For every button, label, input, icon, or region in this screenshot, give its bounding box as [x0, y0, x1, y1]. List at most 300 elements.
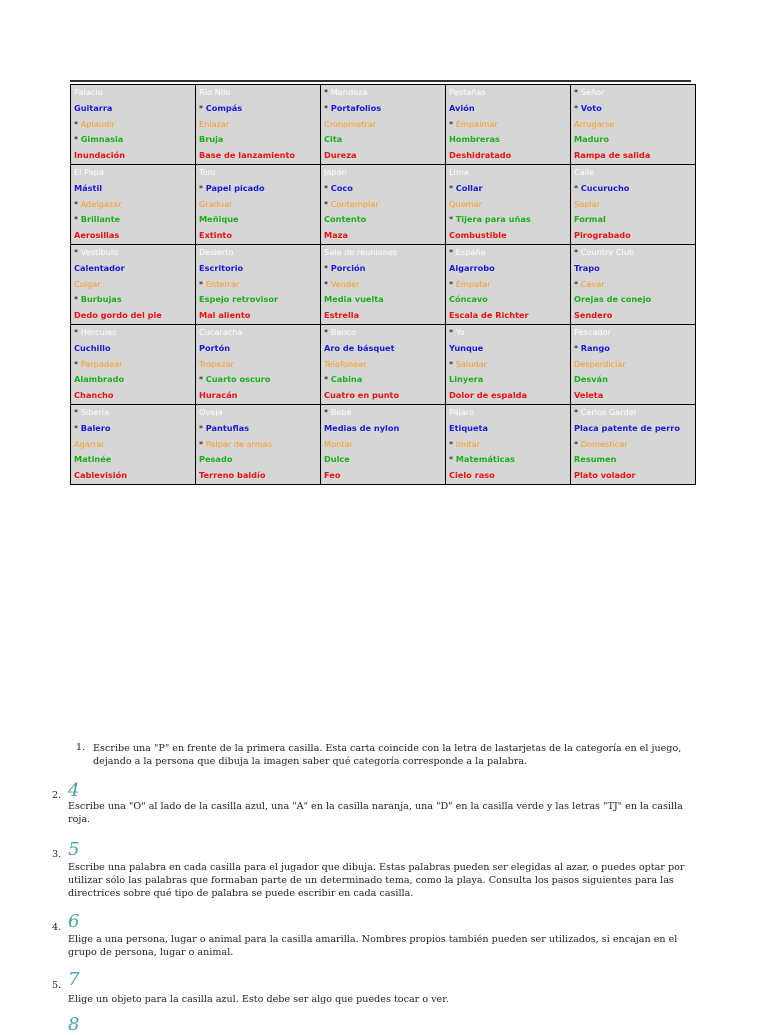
card-name: [196, 85, 320, 101]
card-name: [321, 165, 445, 181]
card-name: [71, 165, 195, 181]
card-word-text: Dolor de espalda: [449, 390, 528, 401]
card-blue-word: [321, 181, 445, 197]
card-green-word: [446, 372, 570, 388]
card-word-text: Orejas de conejo: [574, 294, 652, 305]
card-blue-word: [321, 341, 445, 357]
card-word-text: Oveja: [199, 407, 223, 417]
star-marker: *: [449, 438, 456, 449]
card-word-text: Desván: [574, 374, 608, 385]
card-word-text: Estrella: [324, 310, 360, 321]
card-red-word: [446, 228, 570, 244]
card-blue-word: [571, 341, 695, 357]
card-word-text: Balero: [80, 422, 111, 433]
card-cell: [71, 85, 196, 165]
grid-row: [71, 85, 696, 165]
card-word-text: Brillante: [80, 214, 121, 225]
card-cell: [71, 325, 196, 405]
grid-row: [71, 325, 696, 405]
card-word-text: Mal aliento: [199, 310, 251, 321]
card-blue-word: [446, 421, 570, 437]
card-word-text: Compás: [205, 102, 243, 113]
star-marker: *: [199, 422, 206, 433]
card-name: [446, 405, 570, 421]
card-red-word: [446, 148, 570, 164]
step-text: Escribe una "O" al lado de la casilla azul, una "A" en la casilla naranja, una "D" en la casilla verde y las letras "TJ" en la casilla roja.: [68, 801, 683, 825]
card-word-text: Burbujas: [80, 294, 122, 305]
card-name: [321, 405, 445, 421]
card-blue-word: [446, 181, 570, 197]
card-word-text: Formal: [574, 214, 606, 225]
card-green-word: [321, 212, 445, 228]
card-word-text: Veleta: [574, 390, 604, 401]
card-word-text: Linyera: [449, 374, 484, 385]
card-green-word: [571, 132, 695, 148]
card-green-word: [321, 372, 445, 388]
card-word-text: España: [455, 247, 486, 257]
star-marker: *: [74, 327, 81, 337]
card-word-text: Pescador: [574, 327, 612, 337]
card-red-word: [571, 308, 695, 324]
card-word-text: Bebé: [330, 407, 352, 417]
card-word-text: Hombreras: [449, 134, 500, 145]
star-marker: *: [449, 358, 456, 369]
card-word-text: Voto: [580, 102, 602, 113]
card-word-text: Domesticar: [580, 438, 628, 449]
star-marker: *: [74, 247, 81, 257]
card-word-text: Pantuflas: [205, 422, 250, 433]
card-orange-word: [196, 197, 320, 213]
star-marker: *: [74, 214, 81, 225]
card-word-text: Toro: [199, 167, 216, 177]
card-orange-word: [196, 277, 320, 293]
card-blue-word: [446, 261, 570, 277]
card-cell: [446, 165, 571, 245]
card-word-text: Dureza: [324, 150, 357, 161]
card-word-text: Tropezar: [199, 358, 234, 369]
card-name: [571, 165, 695, 181]
card-word-text: Enterrar: [205, 278, 240, 289]
card-word-text: Parpadear: [80, 358, 123, 369]
card-name: [571, 405, 695, 421]
card-orange-word: [71, 357, 195, 373]
card-word-text: Pesado: [199, 454, 233, 465]
star-marker: *: [324, 102, 331, 113]
card-orange-word: [196, 437, 320, 453]
card-cell: [196, 405, 321, 485]
card-red-word: [71, 228, 195, 244]
star-marker: *: [74, 134, 81, 145]
card-word-text: Imitar: [455, 438, 480, 449]
card-word-text: Palpar de armas: [205, 438, 273, 449]
card-cell: [571, 245, 696, 325]
card-green-word: [446, 212, 570, 228]
card-green-word: [196, 372, 320, 388]
card-word-text: Hércules: [80, 327, 117, 337]
card-word-text: Deshidratado: [449, 150, 512, 161]
star-marker: *: [199, 182, 206, 193]
card-word-text: Palacio: [74, 87, 103, 97]
card-word-text: Dulce: [324, 454, 350, 465]
card-blue-word: [71, 181, 195, 197]
card-green-word: [71, 452, 195, 468]
card-orange-word: [321, 437, 445, 453]
card-green-word: [446, 452, 570, 468]
card-word-text: Alambrado: [74, 374, 125, 385]
card-blue-word: [321, 101, 445, 117]
card-name: [196, 405, 320, 421]
card-word-text: Lima: [449, 167, 469, 177]
card-red-word: [196, 388, 320, 404]
card-word-text: Soplar: [574, 198, 601, 209]
card-blue-word: [446, 341, 570, 357]
step-big-number: 5: [68, 839, 80, 860]
card-word-text: Vender: [330, 278, 360, 289]
card-name: [446, 165, 570, 181]
card-orange-word: [71, 117, 195, 133]
card-name: [71, 245, 195, 261]
card-cell: [571, 325, 696, 405]
card-word-text: Agarrar: [74, 438, 105, 449]
card-orange-word: [321, 197, 445, 213]
card-blue-word: [571, 421, 695, 437]
card-cell: [71, 405, 196, 485]
step-big-number: 8: [68, 1014, 80, 1035]
step-big-number: 7: [68, 969, 80, 990]
card-word-text: Colgar: [74, 278, 101, 289]
card-word-text: Cablevisión: [74, 470, 128, 481]
card-green-word: [196, 292, 320, 308]
card-word-text: Empalmar: [455, 118, 498, 129]
card-word-text: Siberia: [80, 407, 110, 417]
star-marker: *: [74, 198, 81, 209]
card-green-word: [321, 452, 445, 468]
card-word-text: Empatar: [455, 278, 491, 289]
card-blue-word: [571, 261, 695, 277]
card-red-word: [196, 308, 320, 324]
step-text: Escribe una "P" en frente de la primera casilla. Esta carta coincide con la letra de lastarjetas de la categoría en el juego, dejando a la persona que dibuja la imagen saber qué categoría corresponde a la palabra.: [93, 743, 682, 767]
card-cell: [446, 405, 571, 485]
card-word-text: Maduro: [574, 134, 610, 145]
card-word-text: Cronometrar: [324, 118, 377, 129]
star-marker: *: [449, 454, 456, 465]
card-name: [71, 85, 195, 101]
star-marker: *: [449, 327, 456, 337]
star-marker: *: [74, 407, 81, 417]
card-red-word: [71, 148, 195, 164]
card-word-text: Desierto: [199, 247, 234, 257]
card-red-word: [321, 388, 445, 404]
card-word-text: Extinto: [199, 230, 232, 241]
star-marker: *: [574, 182, 581, 193]
card-cell: [196, 245, 321, 325]
card-word-text: Cabina: [330, 374, 363, 385]
card-red-word: [196, 148, 320, 164]
card-word-text: Pájaro: [449, 407, 475, 417]
card-word-text: Guitarra: [74, 102, 113, 113]
step-big-number: 6: [68, 911, 80, 932]
star-marker: *: [449, 214, 456, 225]
card-word-text: Matemáticas: [455, 454, 515, 465]
card-red-word: [321, 468, 445, 484]
card-cell: [71, 245, 196, 325]
card-green-word: [71, 372, 195, 388]
card-cell: [321, 325, 446, 405]
card-green-word: [571, 212, 695, 228]
card-green-word: [196, 452, 320, 468]
card-red-word: [71, 388, 195, 404]
card-word-text: Vestíbulo: [80, 247, 119, 257]
card-blue-word: [571, 181, 695, 197]
card-blue-word: [71, 101, 195, 117]
star-marker: *: [574, 247, 581, 257]
card-cell: [196, 325, 321, 405]
card-word-text: Pirograbado: [574, 230, 631, 241]
card-red-word: [446, 468, 570, 484]
star-marker: *: [449, 247, 456, 257]
card-name: [71, 325, 195, 341]
card-orange-word: [571, 437, 695, 453]
star-marker: *: [74, 118, 81, 129]
card-word-text: Quemar: [449, 198, 483, 209]
card-word-text: Carlos Gardel: [580, 407, 637, 417]
card-blue-word: [321, 421, 445, 437]
card-word-text: Collar: [455, 182, 483, 193]
card-name: [571, 325, 695, 341]
card-name: [71, 405, 195, 421]
card-word-text: Cielo raso: [449, 470, 495, 481]
card-red-word: [446, 308, 570, 324]
card-blue-word: [196, 261, 320, 277]
card-green-word: [196, 132, 320, 148]
star-marker: *: [199, 102, 206, 113]
card-word-text: Montar: [324, 438, 353, 449]
card-word-text: Aerosillas: [74, 230, 120, 241]
card-word-text: Río Nilo: [199, 87, 231, 97]
card-word-text: Trapo: [574, 262, 600, 273]
card-name: [571, 85, 695, 101]
card-word-text: Porción: [330, 262, 366, 273]
star-marker: *: [74, 358, 81, 369]
card-word-text: Country Club: [580, 247, 635, 257]
card-red-word: [321, 148, 445, 164]
card-word-text: Feo: [324, 470, 341, 481]
card-word-text: Medias de nylon: [324, 422, 400, 433]
star-marker: *: [449, 278, 456, 289]
card-orange-word: [71, 277, 195, 293]
card-red-word: [571, 388, 695, 404]
card-name: [446, 85, 570, 101]
card-word-text: Cavar: [580, 278, 605, 289]
card-cell: [321, 85, 446, 165]
card-orange-word: [571, 197, 695, 213]
grid-row: [71, 405, 696, 485]
card-green-word: [71, 132, 195, 148]
card-word-text: Pestañas: [449, 87, 486, 97]
star-marker: *: [574, 278, 581, 289]
card-red-word: [571, 228, 695, 244]
card-word-text: Meñique: [199, 214, 239, 225]
star-marker: *: [324, 278, 331, 289]
card-word-text: Cóncavo: [449, 294, 488, 305]
step-number: 4.: [52, 922, 62, 933]
card-cell: [71, 165, 196, 245]
card-orange-word: [196, 117, 320, 133]
card-orange-word: [446, 357, 570, 373]
card-grid: [70, 84, 696, 485]
card-word-text: Mendoza: [330, 87, 368, 97]
card-red-word: [196, 228, 320, 244]
card-word-text: Telefonear: [324, 358, 367, 369]
card-green-word: [71, 292, 195, 308]
card-name: [196, 165, 320, 181]
card-word-text: Terreno baldío: [199, 470, 266, 481]
card-word-text: Placa patente de perro: [574, 422, 680, 433]
card-orange-word: [571, 277, 695, 293]
star-marker: *: [449, 182, 456, 193]
card-blue-word: [71, 261, 195, 277]
card-word-text: Sala de reuniones: [324, 247, 398, 257]
card-blue-word: [321, 261, 445, 277]
card-word-text: El Papa: [74, 167, 104, 177]
card-word-text: Rampa de salida: [574, 150, 651, 161]
step-number: 2.: [52, 790, 62, 801]
card-name: [321, 85, 445, 101]
card-green-word: [571, 292, 695, 308]
card-orange-word: [321, 277, 445, 293]
card-word-text: Cita: [324, 134, 343, 145]
card-green-word: [571, 452, 695, 468]
card-word-text: Base de lanzamiento: [199, 150, 296, 161]
card-word-text: Calentador: [74, 262, 125, 273]
card-word-text: Resumen: [574, 454, 617, 465]
card-word-text: Escala de Richter: [449, 310, 529, 321]
card-name: [446, 325, 570, 341]
card-word-text: Rango: [580, 342, 610, 353]
card-word-text: Adelgazar: [80, 198, 122, 209]
card-word-text: Bruja: [199, 134, 224, 145]
card-word-text: Cucurucho: [580, 182, 630, 193]
card-word-text: Saludar: [455, 358, 487, 369]
card-word-text: Cucaracha: [199, 327, 243, 337]
card-word-text: Contento: [324, 214, 367, 225]
card-cell: [571, 165, 696, 245]
card-blue-word: [196, 421, 320, 437]
card-word-text: Etiqueta: [449, 422, 488, 433]
card-cell: [196, 85, 321, 165]
card-word-text: Japón: [324, 167, 347, 177]
star-marker: *: [199, 278, 206, 289]
card-red-word: [71, 468, 195, 484]
card-name: [571, 245, 695, 261]
star-marker: *: [324, 182, 331, 193]
card-word-text: Cuchillo: [74, 342, 111, 353]
card-word-text: Mástil: [74, 182, 103, 193]
card-word-text: Plato volador: [574, 470, 636, 481]
card-word-text: Sendero: [574, 310, 613, 321]
card-word-text: Avión: [449, 102, 475, 113]
card-word-text: Portón: [199, 342, 231, 353]
card-red-word: [196, 468, 320, 484]
step-big-number: 4: [68, 780, 80, 801]
star-marker: *: [574, 342, 581, 353]
star-marker: *: [574, 87, 581, 97]
card-cell: [321, 165, 446, 245]
grid-row: [71, 165, 696, 245]
card-red-word: [71, 308, 195, 324]
card-word-text: Inundación: [74, 150, 126, 161]
star-marker: *: [324, 327, 331, 337]
card-green-word: [196, 212, 320, 228]
card-name: [321, 325, 445, 341]
star-marker: *: [324, 87, 331, 97]
card-name: [196, 325, 320, 341]
card-orange-word: [571, 117, 695, 133]
card-cell: [321, 405, 446, 485]
card-word-text: Yo: [455, 327, 465, 337]
star-marker: *: [449, 118, 456, 129]
card-cell: [321, 245, 446, 325]
card-red-word: [571, 148, 695, 164]
card-word-text: Señor: [580, 87, 605, 97]
star-marker: *: [574, 438, 581, 449]
card-green-word: [321, 132, 445, 148]
card-blue-word: [71, 421, 195, 437]
card-blue-word: [571, 101, 695, 117]
card-orange-word: [71, 197, 195, 213]
card-word-text: Cuarto oscuro: [205, 374, 271, 385]
card-word-text: Dedo gordo del pie: [74, 310, 162, 321]
star-marker: *: [574, 102, 581, 113]
step-number: 1.: [76, 742, 86, 753]
star-marker: *: [574, 407, 581, 417]
card-green-word: [571, 372, 695, 388]
card-word-text: Coco: [330, 182, 353, 193]
card-word-text: Enlazar: [199, 118, 230, 129]
card-orange-word: [446, 197, 570, 213]
star-marker: *: [74, 422, 81, 433]
card-green-word: [446, 132, 570, 148]
card-word-text: Gimnasia: [80, 134, 124, 145]
step-number: 5.: [52, 980, 62, 991]
card-cell: [446, 85, 571, 165]
star-marker: *: [74, 294, 81, 305]
card-word-text: Huracán: [199, 390, 238, 401]
card-word-text: Portafolios: [330, 102, 382, 113]
card-red-word: [446, 388, 570, 404]
card-word-text: Maza: [324, 230, 348, 241]
card-green-word: [321, 292, 445, 308]
card-cell: [571, 85, 696, 165]
step-number: 3.: [52, 849, 62, 860]
card-blue-word: [196, 181, 320, 197]
card-cell: [446, 325, 571, 405]
card-orange-word: [321, 357, 445, 373]
card-word-text: Cuatro en punto: [324, 390, 400, 401]
star-marker: *: [324, 198, 331, 209]
step-text: Elige a una persona, lugar o animal para la casilla amarilla. Nombres propios también pueden ser utilizados, si encajan en el grupo de persona, lugar o animal.: [68, 934, 678, 958]
card-cell: [571, 405, 696, 485]
card-word-text: Matinée: [74, 454, 112, 465]
star-marker: *: [199, 438, 206, 449]
step-text: Escribe una palabra en cada casilla para el jugador que dibuja. Estas palabras pueden ser elegidas al azar, o puedes optar por utilizar sólo las palabras que formaban parte de un determinado tema, como la playa. Consulta los pasos siguientes para las directrices sobre qué tipo de palabra se puede escribir en cada casilla.: [68, 862, 685, 899]
card-red-word: [321, 228, 445, 244]
card-orange-word: [446, 437, 570, 453]
card-word-text: Tijera para uñas: [455, 214, 531, 225]
card-red-word: [321, 308, 445, 324]
card-word-text: Combustible: [449, 230, 507, 241]
card-name: [446, 245, 570, 261]
